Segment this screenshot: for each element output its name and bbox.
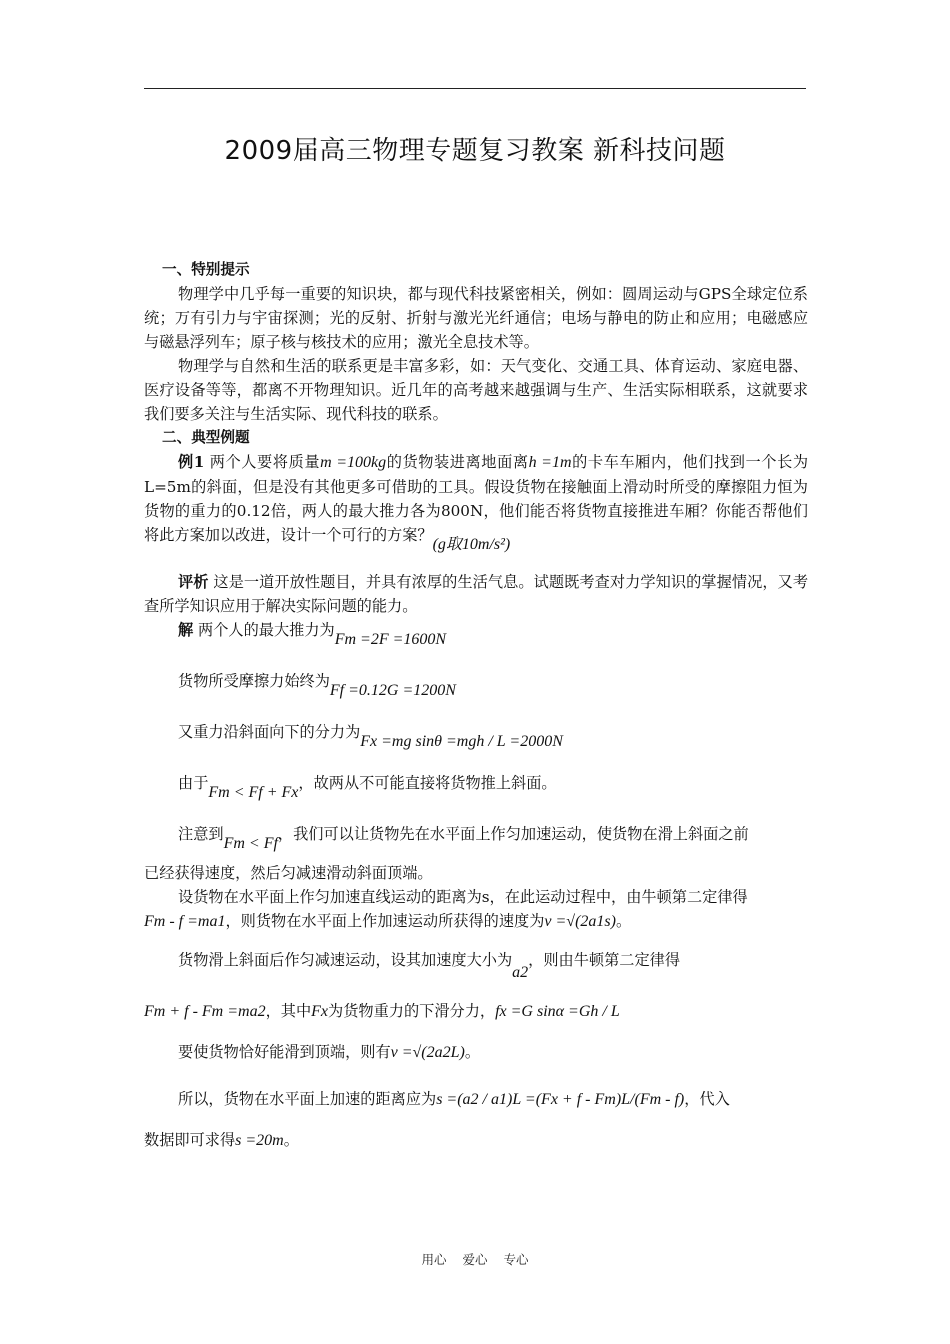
solution-line-7b: Fm + f - Fm =ma2，其中Fx为货物重力的下滑分力，fx =G sinα =Gh / L <box>144 1002 620 1020</box>
math-height: h =1m <box>528 454 572 471</box>
paragraph-2: 物理学与自然和生活的联系更是丰富多彩，如：天气变化、交通工具、体育运动、家庭电器、医疗设备等等，都离不开物理知识。近几年的高考越来越强调与生产、生活实际相联系，这就要求我们要多关注与生活实际、现代科技的联系。 <box>144 357 808 423</box>
analysis: 评析 这是一道开放性题目，并具有浓厚的生活气息。试题既考查对力学知识的掌握情况，又考查所学知识应用于解决实际问题的能力。 <box>144 573 809 615</box>
solution-label: 解 <box>178 621 194 639</box>
analysis-label: 评析 <box>178 573 209 591</box>
math-eq-9: Fm + f - Fm =ma2 <box>144 1003 266 1020</box>
math-eq-1: Fm =2F =1600N <box>334 631 447 648</box>
math-mass: m =100kg <box>320 454 387 471</box>
solution-line-4: 由于Fm < Ff + Fx，故两从不可能直接将货物推上斜面。 <box>178 774 557 801</box>
solution-line-5: 注意到Fm < Ff，我们可以让货物先在水平面上作匀加速运动，使货物在滑上斜面之前 <box>178 825 749 852</box>
footer-word-3: 专心 <box>503 1252 529 1267</box>
solution-line-9: 所以，货物在水平面上加速的距离应为s =(a2 / a1)L =(Fx + f - Fm)L/(Fm - f)，代入 <box>178 1090 730 1108</box>
footer-word-2: 爱心 <box>462 1252 488 1267</box>
math-eq-10: Fx <box>311 1003 329 1020</box>
solution-line-3: 又重力沿斜面向下的分力为Fx =mg sinθ =mgh / L =2000N <box>178 723 563 750</box>
page-title: 2009届高三物理专题复习教案 新科技问题 <box>224 136 726 166</box>
solution-line-6: 设货物在水平面上作匀加速直线运动的距离为s，在此运动过程中，由牛顿第二定律得 <box>178 888 748 906</box>
math-eq-8: a2 <box>512 964 529 981</box>
math-eq-5: Fm < Ff <box>223 835 278 852</box>
math-eq-14: s =20m <box>235 1132 284 1149</box>
math-eq-3: Fx =mg sinθ =mgh / L =2000N <box>360 733 563 750</box>
math-eq-11: fx =G sinα =Gh / L <box>495 1003 620 1020</box>
footer-word-1: 用心 <box>421 1252 447 1267</box>
section-heading-2: 二、典型例题 <box>162 429 250 446</box>
paragraph-1: 物理学中几乎每一重要的知识块，都与现代科技紧密相关，例如：圆周运动与GPS全球定位系统；万有引力与宇宙探测；光的反射、折射与激光光纤通信；电场与静电的防止和应用；电磁感应与磁悬浮列车；原子核与核技术的应用；激光全息技术等。 <box>144 285 808 351</box>
example-label: 例1 <box>178 453 205 471</box>
math-eq-2: Ff =0.12G =1200N <box>329 682 456 699</box>
solution-line-8: 要使货物恰好能滑到顶端，则有v =√(2a2L)。 <box>178 1043 481 1061</box>
math-eq-7: v =√(2a1s) <box>544 913 616 930</box>
math-eq-6: Fm - f =ma1 <box>144 913 226 930</box>
solution-line-2: 货物所受摩擦力始终为Ff =0.12G =1200N <box>178 672 456 699</box>
solution-line-1: 解 两个人的最大推力为Fm =2F =1600N <box>178 621 447 648</box>
example-1: 例1 两个人要将质量m =100kg的货物装进离地面离h =1m的卡车车厢内，他们找到一个长为L=5m的斜面，但是没有其他更多可借助的工具。假设货物在接触面上滑动时所受的摩擦阻力恒为货物的重力的0.12倍，两人的最大推力各为800N，他们能否将货物直接推进车厢？你能否帮他们将此方案加以改进，设计一个可行的方案？(g取10m/s²) <box>144 453 809 553</box>
math-eq-4: Fm < Ff + Fx <box>208 784 299 801</box>
math-gravity: (g取10m/s²) <box>432 536 511 553</box>
solution-line-5b: 已经获得速度，然后匀减速滑动斜面顶端。 <box>144 864 433 882</box>
document-body <box>144 258 808 1153</box>
page-footer <box>0 1250 950 1268</box>
section-heading-1: 一、特别提示 <box>162 261 250 278</box>
solution-line-10: 数据即可求得s =20m。 <box>144 1131 299 1149</box>
header-rule <box>144 88 806 89</box>
math-eq-12: v =√(2a2L) <box>390 1044 465 1061</box>
solution-line-7: 货物滑上斜面后作匀减速运动，设其加速度大小为a2，则由牛顿第二定律得 <box>178 951 680 981</box>
solution-line-6b: Fm - f =ma1，则货物在水平面上作加速运动所获得的速度为v =√(2a1s)。 <box>144 912 632 930</box>
math-eq-13: s =(a2 / a1)L =(Fx + f - Fm)L/(Fm - f) <box>436 1091 685 1108</box>
